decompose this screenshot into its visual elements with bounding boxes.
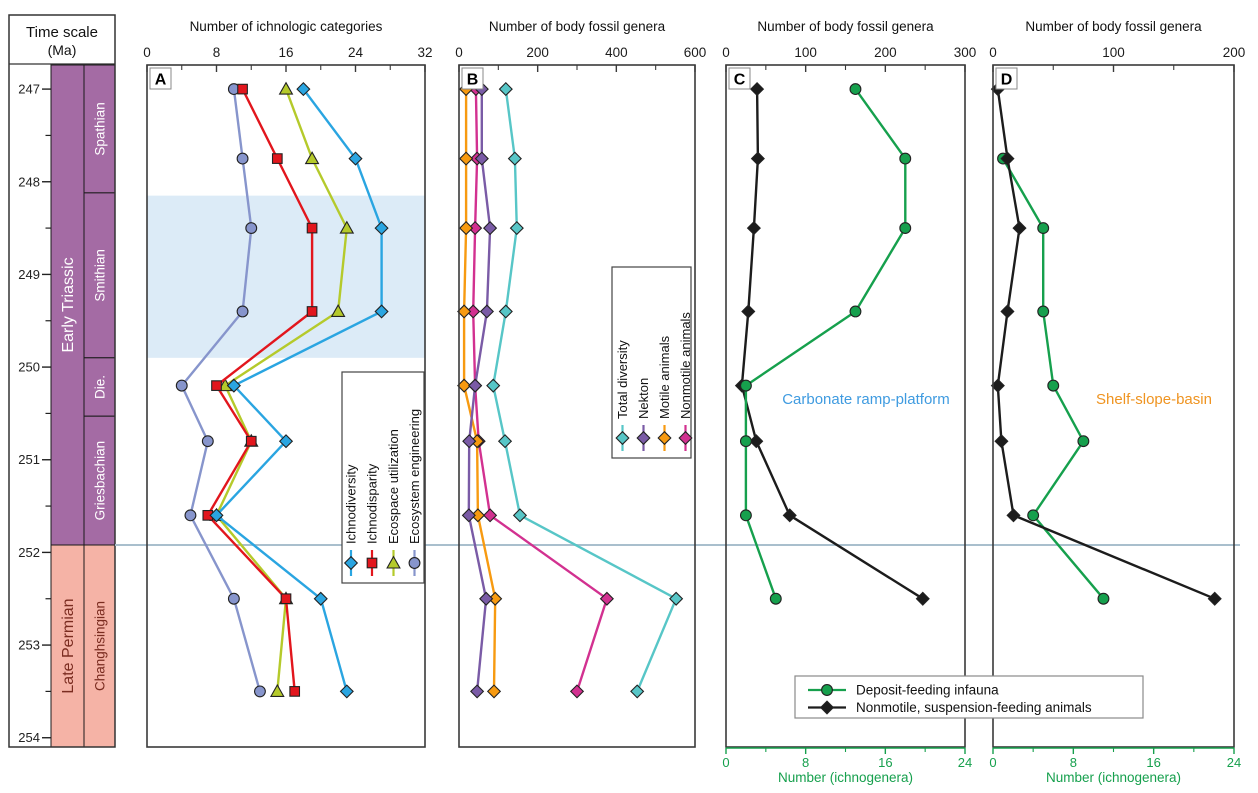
top-axis-tick-label: 0	[143, 45, 151, 60]
top-axis-tick-label: 8	[212, 45, 221, 60]
data-point-diamond	[752, 152, 765, 165]
age-tick-label: 250	[18, 359, 40, 375]
data-point-diamond	[1007, 509, 1020, 522]
data-point-diamond	[484, 222, 497, 235]
panel-letter: A	[154, 71, 167, 89]
data-point-circle	[1078, 436, 1089, 447]
top-axis-tick-label: 0	[455, 45, 463, 60]
data-point-triangle	[306, 152, 319, 163]
top-axis-tick-label: 200	[526, 45, 549, 60]
bottom-legend	[795, 676, 1143, 718]
panel-a-legend	[342, 372, 424, 583]
bottom-axis-tick-label: 0	[989, 755, 997, 770]
data-point-diamond	[514, 509, 527, 522]
data-point-diamond	[511, 222, 524, 235]
data-point-circle	[1038, 306, 1049, 317]
data-point-circle	[741, 380, 752, 391]
data-point-circle	[900, 223, 911, 234]
age-tick-label: 254	[18, 730, 40, 746]
panel-title: Number of body fossil genera	[1025, 19, 1202, 34]
series-deposit-feeding-infauna	[741, 84, 911, 604]
top-axis-tick-label: 100	[1102, 45, 1125, 60]
data-point-circle	[237, 306, 248, 317]
age-tick-label: 248	[18, 174, 40, 190]
legend-item-label: Nonmotile, suspension-feeding animals	[856, 700, 1092, 715]
data-point-diamond	[460, 222, 473, 235]
data-point-circle	[246, 223, 257, 234]
data-point-diamond	[1013, 222, 1026, 235]
data-point-diamond	[341, 685, 354, 698]
data-point-circle	[202, 436, 213, 447]
legend-item-label: Deposit-feeding infauna	[856, 682, 999, 698]
data-point-diamond	[460, 152, 473, 165]
top-axis-tick-label: 100	[794, 45, 817, 60]
bottom-axis-tick-label: 16	[1146, 755, 1161, 770]
data-point-diamond	[463, 435, 476, 448]
data-point-circle	[1048, 380, 1059, 391]
series-ichnodisparity	[203, 84, 317, 696]
data-point-diamond	[481, 305, 494, 318]
data-point-circle	[228, 593, 239, 604]
top-axis-tick-label: 0	[722, 45, 730, 60]
age-tick-label: 247	[18, 81, 40, 97]
data-point-circle	[770, 593, 781, 604]
data-point-circle	[822, 685, 833, 696]
panel-letter: C	[733, 71, 746, 89]
data-point-diamond	[487, 379, 500, 392]
bottom-axis-tick-label: 0	[722, 755, 730, 770]
legend-item-label: Motile animals	[657, 335, 672, 419]
smithian-highlight-band	[147, 196, 425, 358]
data-point-diamond	[1208, 592, 1221, 605]
legend-item-label: Ecosystem engineering	[407, 408, 422, 544]
era-label: Late Permian	[60, 598, 77, 694]
stage-label: Smithian	[92, 249, 108, 302]
data-point-diamond	[571, 685, 584, 698]
panel-title: Number of body fossil genera	[488, 19, 666, 34]
top-axis-tick-label: 200	[874, 45, 897, 60]
legend-item-label: Nonmotile animals	[678, 312, 693, 419]
data-point-diamond	[471, 685, 484, 698]
data-point-diamond	[748, 222, 761, 235]
age-tick-label: 249	[18, 266, 40, 282]
data-point-circle	[1098, 593, 1109, 604]
bottom-axis-tick-label: 8	[802, 755, 810, 770]
series-line	[998, 89, 1215, 599]
data-point-square	[367, 558, 377, 568]
data-point-diamond	[509, 152, 522, 165]
age-tick-label: 251	[18, 452, 40, 468]
panel-title: Number of body fossil genera	[757, 19, 934, 34]
top-axis-tick-label: 600	[683, 45, 707, 60]
data-point-circle	[741, 510, 752, 521]
data-point-square	[307, 223, 317, 233]
data-point-diamond	[670, 592, 683, 605]
time-scale-column	[9, 15, 115, 747]
data-point-diamond	[742, 305, 755, 318]
data-point-diamond	[463, 509, 476, 522]
legend-item-label: Ichnodisparity	[364, 463, 380, 544]
data-point-diamond	[751, 83, 764, 96]
bottom-axis-tick-label: 24	[1226, 755, 1242, 770]
legend-item-label: Ichnodiversity	[343, 464, 359, 544]
data-point-triangle	[280, 83, 293, 94]
stage-label: Changhsingian	[92, 600, 108, 692]
panel-letter: B	[466, 71, 479, 89]
time-scale-units: (Ma)	[47, 42, 77, 58]
data-point-circle	[237, 153, 248, 164]
top-axis-tick-label: 200	[1222, 45, 1246, 60]
data-point-diamond	[469, 379, 482, 392]
age-tick-label: 252	[18, 544, 40, 560]
data-point-diamond	[488, 685, 501, 698]
data-point-circle	[850, 84, 861, 95]
data-point-diamond	[499, 435, 512, 448]
series-line	[746, 89, 905, 599]
data-point-diamond	[480, 592, 493, 605]
stage-label: Griesbachian	[92, 440, 108, 521]
bottom-axis-title: Number (ichnogenera)	[1045, 770, 1182, 785]
environment-annotation: Carbonate ramp-platform	[782, 391, 950, 408]
bottom-axis-tick-label: 24	[957, 755, 973, 770]
data-point-circle	[255, 686, 266, 697]
era-label: Early Triassic	[60, 257, 77, 353]
data-point-diamond	[916, 592, 929, 605]
top-axis-tick-label: 32	[417, 45, 433, 60]
data-point-circle	[1028, 510, 1039, 521]
data-point-circle	[409, 558, 420, 569]
series-nonmotile-suspension-feeding-animals	[992, 83, 1222, 605]
stage-label: Die.	[92, 374, 108, 400]
bottom-axis-tick-label: 8	[1069, 755, 1077, 770]
data-point-diamond	[783, 509, 796, 522]
panel-b-legend	[612, 267, 693, 458]
panel-title: Number of ichnologic categories	[189, 19, 383, 34]
data-point-diamond	[631, 685, 644, 698]
series-line	[742, 89, 923, 599]
bottom-axis-tick-label: 16	[878, 755, 893, 770]
data-point-diamond	[995, 435, 1008, 448]
environment-annotation: Shelf-slope-basin	[1096, 391, 1212, 408]
data-point-circle	[850, 306, 861, 317]
stage-label: Spathian	[92, 102, 108, 156]
data-point-square	[212, 381, 222, 391]
data-point-circle	[741, 436, 752, 447]
legend-item-label: Total diversity	[615, 340, 630, 419]
panel-letter: D	[1000, 71, 1013, 89]
bottom-axis-title: Number (ichnogenera)	[777, 770, 914, 785]
data-point-square	[246, 436, 256, 446]
top-axis-tick-label: 24	[347, 45, 364, 60]
data-point-square	[290, 687, 300, 697]
data-point-square	[281, 594, 291, 604]
panel-d-series	[992, 83, 1222, 605]
age-tick-label: 253	[18, 637, 40, 653]
data-point-diamond	[500, 83, 513, 96]
panel-c-series	[736, 83, 929, 605]
top-axis-tick-label: 16	[278, 45, 294, 60]
series-nonmotile-animals	[467, 83, 613, 698]
data-point-circle	[900, 153, 911, 164]
series-deposit-feeding-infauna	[998, 153, 1109, 604]
data-point-diamond	[500, 305, 513, 318]
data-point-square	[273, 154, 283, 164]
legend-item-label: Ecospace utilization	[386, 429, 401, 544]
top-axis-tick-label: 300	[953, 45, 977, 60]
top-axis-tick-label: 400	[605, 45, 628, 60]
legend-item-label: Nekton	[636, 377, 651, 419]
panel-d-frame	[989, 19, 1245, 785]
data-point-triangle	[271, 685, 284, 696]
data-point-square	[307, 307, 317, 317]
data-point-circle	[1038, 223, 1049, 234]
data-point-diamond	[1001, 305, 1014, 318]
top-axis-tick-label: 0	[989, 45, 997, 60]
data-point-circle	[176, 380, 187, 391]
panel-c-frame	[722, 19, 976, 785]
data-point-square	[238, 84, 248, 94]
time-scale-title: Time scale	[26, 24, 98, 41]
data-point-circle	[185, 510, 196, 521]
